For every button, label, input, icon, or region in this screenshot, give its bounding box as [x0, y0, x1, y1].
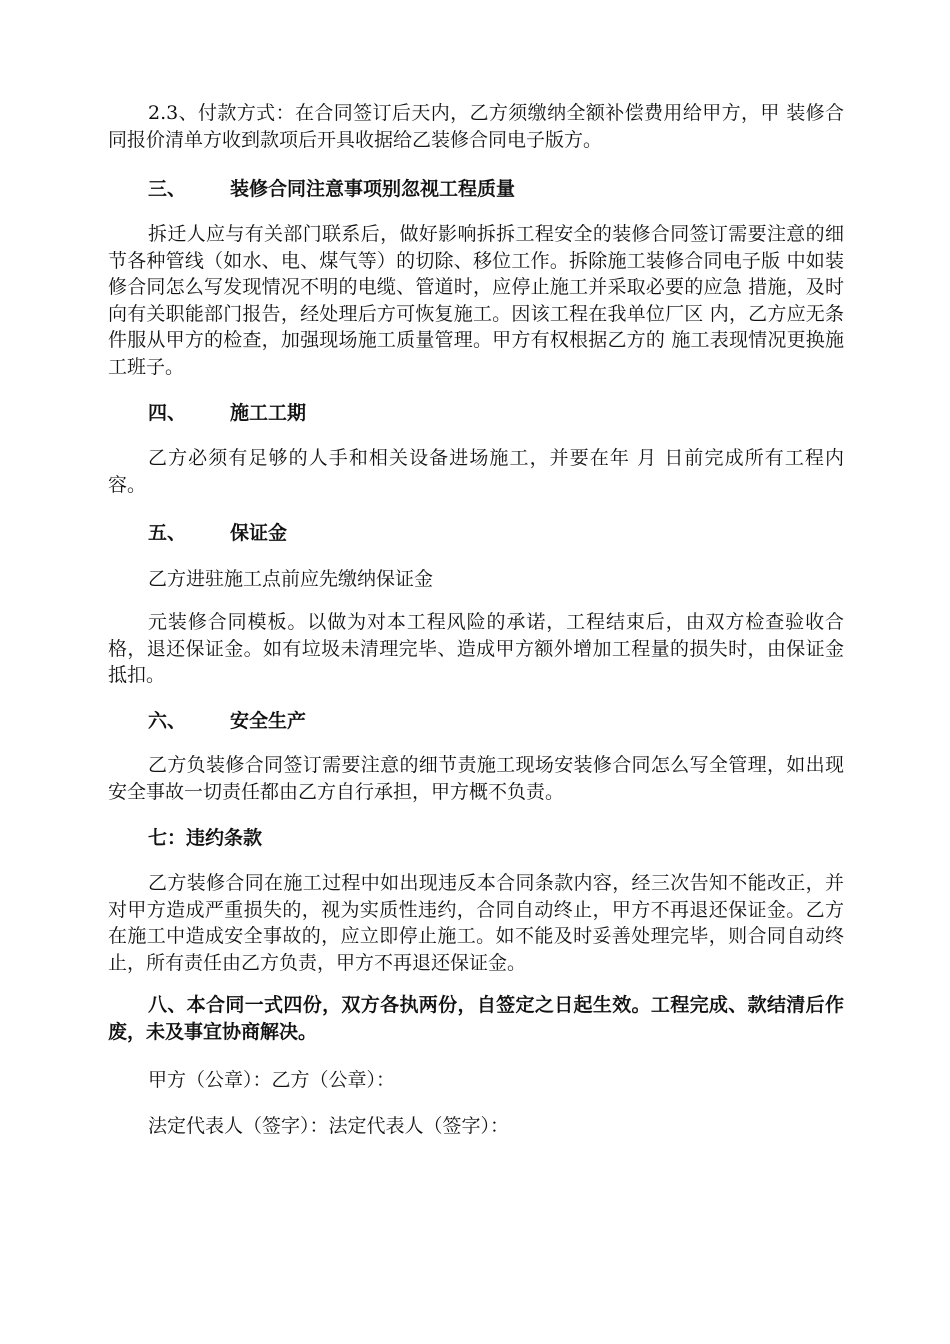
safety-paragraph: 乙方负装修合同签订需要注意的细节责施工现场安装修合同怎么写全管理，如出现安全事故一切责任都由乙方自行承担，甲方概不负责。 [108, 754, 844, 803]
breach-paragraph: 乙方装修合同在施工过程中如出现违反本合同条款内容，经三次告知不能改正，并对甲方造成严重损失的，视为实质性违约，合同自动终止，甲方不再退还保证金。乙方在施工中造成安全事故的，应立即停止施工。如不能及时妥善处理完毕，则合同自动终止，所有责任由乙方负责，甲方不再退还保证金。 [108, 872, 844, 974]
seal-line: 甲方（公章）：乙方（公章）： [148, 1069, 396, 1091]
section-five-heading [148, 520, 287, 546]
section-seven-heading: 七：违约条款 [148, 827, 263, 849]
section-three-title: 装修合同注意事项别忽视工程质量 [230, 178, 516, 200]
period-paragraph: 乙方必须有足够的人手和相关设备进场施工，并要在年 月 日前完成所有工程内容。 [108, 447, 844, 496]
section-four-heading [148, 400, 306, 426]
section-three-number: 三、 [148, 178, 187, 200]
section-eight-paragraph: 八、本合同一式四份，双方各执两份，自签定之日起生效。工程完成、款结清后作废，未及事宜协商解决。 [108, 994, 844, 1043]
deposit-paragraph-2: 元装修合同模板。以做为对本工程风险的承诺，工程结束后，由双方检查验收合格，退还保证金。如有垃圾未清理完毕、造成甲方额外增加工程量的损失时，由保证金抵扣。 [108, 611, 844, 686]
payment-paragraph: 2.3、付款方式：在合同签订后天内，乙方须缴纳全额补偿费用给甲方，甲 装修合同报价清单方收到款项后开具收据给乙装修合同电子版方。 [108, 102, 844, 151]
section-five-number: 五、 [148, 522, 187, 544]
deposit-paragraph-1: 乙方进驻施工点前应先缴纳保证金 [148, 568, 434, 590]
section-six-number: 六、 [148, 710, 187, 732]
signature-line: 法定代表人（签字）：法定代表人（签字）： [148, 1115, 510, 1137]
quality-paragraph: 拆迁人应与有关部门联系后，做好影响拆拆工程安全的装修合同签订需要注意的细节各种管线（如水、电、煤气等）的切除、移位工作。拆除施工装修合同电子版 中如装修合同怎么写发现情况不明的电缆、管道时，应停止施工并采取必要的应急 措施，及时向有关职能部门报告，经处理后方可恢复施工。因该工程在我单位厂区 内，乙方应无条件服从甲方的检查，加强现场施工质量管理。甲方有权根据乙方的 施工表现情况更换施工班子。 [108, 223, 844, 378]
section-six-title: 安全生产 [230, 710, 307, 732]
section-four-title: 施工工期 [230, 402, 307, 424]
section-four-number: 四、 [148, 402, 187, 424]
section-three-heading [148, 176, 515, 202]
section-five-title: 保证金 [230, 522, 288, 544]
section-six-heading [148, 708, 306, 734]
